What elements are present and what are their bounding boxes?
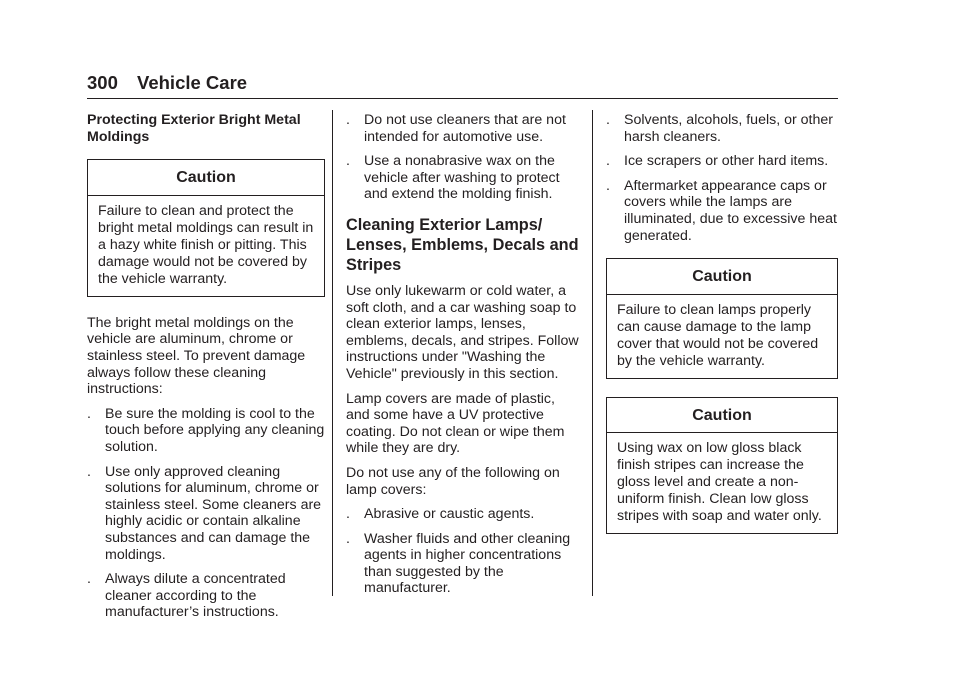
page-number: 300 [87, 72, 118, 93]
header-rule [87, 98, 838, 99]
bullet-marker: . [346, 153, 350, 170]
caution-box [606, 397, 838, 535]
caution-title: Caution [88, 160, 324, 196]
paragraph: The bright metal moldings on the vehicle are aluminum, chrome or stainless steel. To prevent damage always follow these cleaning instructions: [87, 314, 306, 398]
list-item-text: Always dilute a concentrated cleaner according to the manufacturer’s instructions. [105, 571, 286, 621]
column-2 [346, 112, 582, 605]
caution-box [606, 258, 838, 379]
bullet-marker: . [346, 530, 350, 547]
list-item-text: Abrasive or caustic agents. [364, 506, 535, 523]
subsection-heading: Protecting Exterior Bright Metal Moldings [87, 112, 301, 145]
caution-title: Caution [607, 398, 837, 434]
list-item [606, 178, 838, 244]
paragraph: Lamp covers are made of plastic, and some have a UV protective coating. Do not clean or wipe them while they are dry. [346, 390, 565, 457]
bullet-marker: . [87, 405, 91, 422]
bullet-marker: . [346, 506, 350, 523]
bullet-marker: . [606, 112, 610, 128]
list-item [606, 112, 838, 145]
section-heading: Cleaning Exterior Lamps/ Lenses, Emblems, Decals and Stripes [346, 215, 579, 274]
list-item [346, 506, 582, 523]
list-item [346, 153, 582, 203]
caution-body: Failure to clean lamps properly can cause damage to the lamp cover that would not be covered by the vehicle warranty. [617, 301, 819, 369]
bullet-marker: . [606, 153, 610, 170]
list-item-text: Solvents, alcohols, fuels, or other harsh cleaners. [624, 112, 833, 145]
list-item [346, 531, 582, 597]
column-divider-1 [332, 110, 333, 596]
paragraph: Use only lukewarm or cold water, a soft cloth, and a car washing soap to clean exterior lamps, lenses, emblems, decals, and stripes. Follow instructions under "Washing the Vehicle" previously in this section. [346, 282, 579, 382]
list-item-text: Do not use cleaners that are not intended for automotive use. [364, 112, 566, 145]
list-item [87, 406, 325, 456]
paragraph: Do not use any of the following on lamp covers: [346, 464, 560, 498]
caution-title: Caution [607, 259, 837, 295]
section-title: Vehicle Care [137, 72, 248, 93]
bullet-marker: . [87, 571, 91, 588]
column-3 [606, 112, 838, 552]
bullet-marker: . [346, 112, 350, 128]
bullet-marker: . [606, 177, 610, 194]
list-item [87, 464, 325, 564]
list-item-text: Washer fluids and other cleaning agents in higher concentrations than suggested by the manufacturer. [364, 530, 571, 597]
list-item-text: Use only approved cleaning solutions for aluminum, chrome or stainless steel. Some cleaners are highly acidic or contain alkaline substances and can damage the moldings. [105, 463, 322, 563]
list-item [346, 112, 582, 145]
list-item-text: Ice scrapers or other hard items. [624, 153, 829, 170]
list-item-text: Aftermarket appearance caps or covers while the lamps are illuminated, due to excessive heat generated. [624, 177, 837, 244]
list-item-text: Use a nonabrasive wax on the vehicle after washing to protect and extend the molding finish. [364, 153, 560, 203]
page-header [87, 72, 247, 94]
caution-body: Failure to clean and protect the bright metal moldings can result in a hazy white finish or pitting. This damage would not be covered by the vehicle warranty. [98, 202, 314, 287]
bullet-marker: . [87, 463, 91, 480]
column-1 [87, 112, 325, 629]
list-item [606, 153, 838, 170]
list-item-text: Be sure the molding is cool to the touch before applying any cleaning solution. [105, 405, 325, 455]
column-divider-2 [592, 110, 593, 596]
caution-body: Using wax on low gloss black finish stripes can increase the gloss level and create a non-uniform finish. Clean low gloss stripes with soap and water only. [617, 440, 822, 525]
list-item [87, 571, 325, 621]
caution-box [87, 159, 325, 297]
